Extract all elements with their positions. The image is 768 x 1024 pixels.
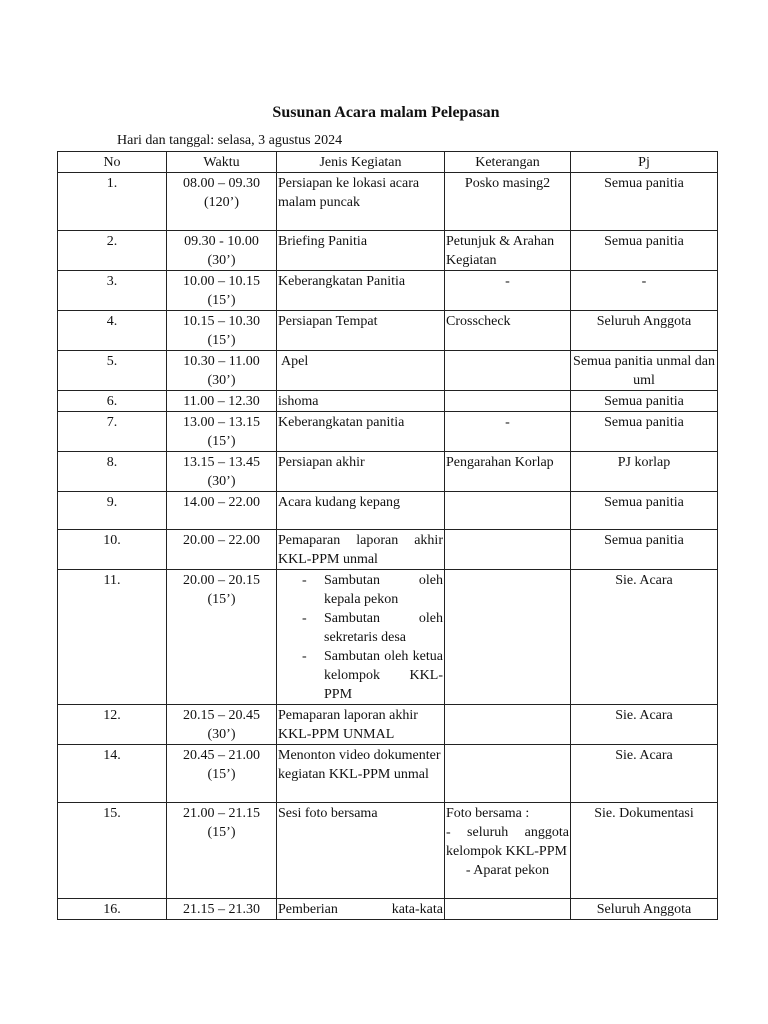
time-range: 14.00 – 22.00: [183, 495, 260, 510]
list-item: - Sambutan oleh sekretaris desa: [324, 609, 443, 647]
time-range: 20.15 – 20.45: [183, 708, 260, 723]
cell-keterangan: [445, 803, 571, 899]
table-row: [58, 492, 718, 530]
cell-waktu: [167, 412, 277, 452]
table-row: [58, 570, 718, 705]
cell-keterangan: -: [445, 271, 571, 311]
schedule-table: [57, 151, 718, 920]
cell-pj: Semua panitia: [571, 530, 718, 570]
cell-no: 2.: [58, 231, 167, 271]
table-row: [58, 899, 718, 920]
cell-waktu: [167, 745, 277, 803]
activity-words: [278, 900, 443, 919]
cell-waktu: [167, 705, 277, 745]
cell-pj: Seluruh Anggota: [571, 899, 718, 920]
cell-kegiatan: Pemaparan laporan akhir KKL-PPM unmal: [277, 530, 445, 570]
header-no: No: [58, 152, 167, 173]
cell-waktu: [167, 351, 277, 391]
time-range: 20.00 – 22.00: [183, 533, 260, 548]
duration: (15’): [207, 767, 236, 782]
cell-pj: -: [571, 271, 718, 311]
cell-keterangan: Pengarahan Korlap: [445, 452, 571, 492]
header-keterangan: Keterangan: [445, 152, 571, 173]
duration: (30’): [207, 253, 236, 268]
cell-no: 8.: [58, 452, 167, 492]
cell-pj: Sie. Acara: [571, 570, 718, 705]
cell-no: 16.: [58, 899, 167, 920]
table-header-row: [58, 152, 718, 173]
cell-keterangan: [445, 492, 571, 530]
cell-kegiatan: Keberangkatan Panitia: [277, 271, 445, 311]
note-line: - seluruh anggota kelompok KKL-PPM: [446, 825, 569, 859]
duration: (30’): [207, 373, 236, 388]
cell-keterangan: Posko masing2: [445, 173, 571, 231]
cell-kegiatan: Briefing Panitia: [277, 231, 445, 271]
cell-keterangan: [445, 391, 571, 412]
cell-pj: Sie. Dokumentasi: [571, 803, 718, 899]
duration: (120’): [204, 195, 239, 210]
cell-waktu: [167, 530, 277, 570]
table-row: [58, 351, 718, 391]
cell-pj: Sie. Acara: [571, 745, 718, 803]
time-range: 21.15 – 21.30: [183, 902, 260, 917]
cell-pj: Semua panitia: [571, 231, 718, 271]
time-range: 20.45 – 21.00: [183, 748, 260, 763]
cell-no: 4.: [58, 311, 167, 351]
cell-pj: Sie. Acara: [571, 705, 718, 745]
cell-keterangan: -: [445, 412, 571, 452]
note-line: - Aparat pekon: [465, 863, 550, 878]
table-row: [58, 173, 718, 231]
table-row: [58, 705, 718, 745]
cell-keterangan: [445, 530, 571, 570]
cell-waktu: [167, 173, 277, 231]
duration: (15’): [207, 592, 236, 607]
cell-pj: Semua panitia: [571, 412, 718, 452]
cell-kegiatan: Apel: [277, 351, 445, 391]
cell-no: 14.: [58, 745, 167, 803]
cell-no: 11.: [58, 570, 167, 705]
time-range: 08.00 – 09.30: [183, 176, 260, 191]
cell-pj: Semua panitia: [571, 173, 718, 231]
cell-waktu: [167, 311, 277, 351]
cell-waktu: [167, 570, 277, 705]
cell-keterangan: [445, 570, 571, 705]
sambutan-list: [278, 571, 443, 704]
cell-no: 9.: [58, 492, 167, 530]
cell-no: 12.: [58, 705, 167, 745]
cell-kegiatan: ishoma: [277, 391, 445, 412]
duration: (30’): [207, 727, 236, 742]
duration: (15’): [207, 825, 236, 840]
cell-waktu: [167, 231, 277, 271]
document-title: Susunan Acara malam Pelepasan: [272, 104, 500, 121]
cell-keterangan: Crosscheck: [445, 311, 571, 351]
cell-kegiatan: Pemaparan laporan akhir KKL-PPM UNMAL: [277, 705, 445, 745]
time-range: 20.00 – 20.15: [183, 573, 260, 588]
table-row: [58, 530, 718, 570]
word: kata-kata: [391, 902, 443, 917]
date-line: Hari dan tanggal: selasa, 3 agustus 2024: [117, 133, 343, 148]
header-pj: Pj: [571, 152, 718, 173]
note-line: Foto bersama :: [446, 806, 530, 821]
table-row: [58, 803, 718, 899]
table-row: [58, 745, 718, 803]
cell-pj: Semua panitia unmal dan uml: [571, 351, 718, 391]
cell-waktu: [167, 803, 277, 899]
cell-keterangan: Petunjuk & Arahan Kegiatan: [445, 231, 571, 271]
cell-waktu: [167, 899, 277, 920]
cell-waktu: [167, 271, 277, 311]
cell-keterangan: [445, 351, 571, 391]
table-row: [58, 271, 718, 311]
cell-keterangan: [445, 899, 571, 920]
table-row: [58, 391, 718, 412]
time-range: 13.00 – 13.15: [183, 415, 260, 430]
cell-no: 5.: [58, 351, 167, 391]
cell-keterangan: [445, 745, 571, 803]
cell-kegiatan: Acara kudang kepang: [277, 492, 445, 530]
cell-waktu: [167, 391, 277, 412]
cell-pj: Semua panitia: [571, 391, 718, 412]
duration: (15’): [207, 293, 236, 308]
time-range: 09.30 - 10.00: [184, 234, 259, 249]
table-row: [58, 452, 718, 492]
cell-kegiatan: [277, 570, 445, 705]
cell-no: 7.: [58, 412, 167, 452]
cell-waktu: [167, 452, 277, 492]
cell-kegiatan: Persiapan akhir: [277, 452, 445, 492]
header-jenis-kegiatan: Jenis Kegiatan: [277, 152, 445, 173]
time-range: 10.00 – 10.15: [183, 274, 260, 289]
time-range: 10.30 – 11.00: [183, 354, 260, 369]
cell-kegiatan: Menonton video dokumenter kegiatan KKL-PPM unmal: [277, 745, 445, 803]
cell-pj: Semua panitia: [571, 492, 718, 530]
list-item: - Sambutan oleh ketua kelompok KKL-PPM: [324, 647, 443, 704]
cell-no: 3.: [58, 271, 167, 311]
cell-keterangan: [445, 705, 571, 745]
cell-no: 15.: [58, 803, 167, 899]
cell-waktu: [167, 492, 277, 530]
cell-pj: PJ korlap: [571, 452, 718, 492]
table-row: [58, 311, 718, 351]
time-range: 13.15 – 13.45: [183, 455, 260, 470]
cell-kegiatan: [277, 899, 445, 920]
header-waktu: Waktu: [167, 152, 277, 173]
time-range: 10.15 – 10.30: [183, 314, 260, 329]
list-item: - Sambutan oleh kepala pekon: [324, 571, 443, 609]
time-range: 11.00 – 12.30: [183, 394, 260, 409]
cell-kegiatan: Persiapan ke lokasi acara malam puncak: [277, 173, 445, 231]
time-range: 21.00 – 21.15: [183, 806, 260, 821]
duration: (15’): [207, 333, 236, 348]
word: Pemberian: [278, 902, 338, 917]
cell-kegiatan: Keberangkatan panitia: [277, 412, 445, 452]
table-row: [58, 412, 718, 452]
table-row: [58, 231, 718, 271]
cell-no: 10.: [58, 530, 167, 570]
duration: (15’): [207, 434, 236, 449]
cell-no: 1.: [58, 173, 167, 231]
cell-pj: Seluruh Anggota: [571, 311, 718, 351]
cell-kegiatan: Persiapan Tempat: [277, 311, 445, 351]
cell-kegiatan: Sesi foto bersama: [277, 803, 445, 899]
cell-no: 6.: [58, 391, 167, 412]
duration: (30’): [207, 474, 236, 489]
